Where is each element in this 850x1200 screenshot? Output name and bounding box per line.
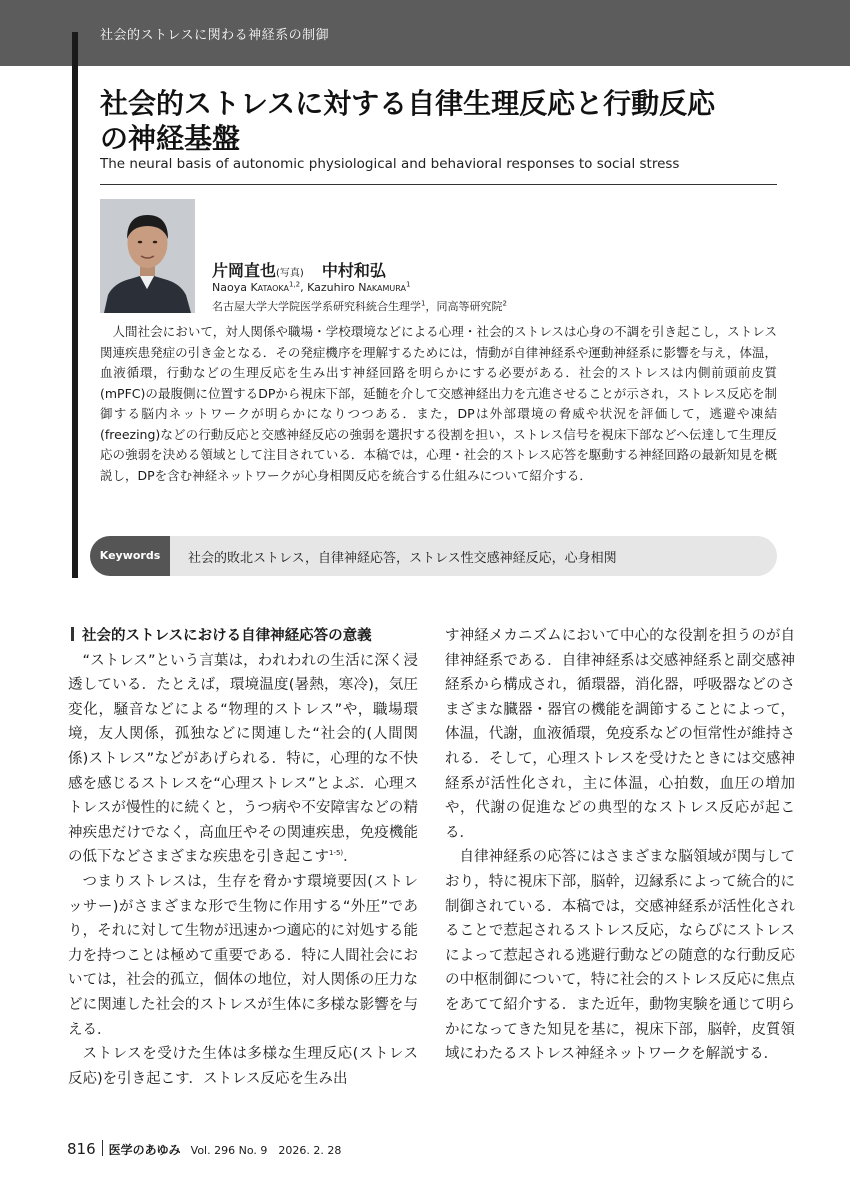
author-1-name: 片岡直也 [212,261,277,280]
body-column-left [68,624,418,1091]
volume-info: Vol. 296 No. 9 2026. 2. 28 [190,1144,342,1157]
page-footer [67,1140,341,1158]
affiliation [212,298,507,314]
author-2-affil-mark: 1 [405,280,411,289]
abstract: 人間社会において，対人関係や職場・学校環境などによる心理・社会的ストレスは心身の不調を引き起こし，ストレス関連疾患発症の引き金となる．その発症機序を理解するためには，情動が自律神経系や運動神経系に影響を与え，体温，血液循環，行動などの生理反応を生み出す神経回路を明らかにする必要がある．社会的ストレスは内側前頭前皮質(mPFC)の最腹側に位置するDPから視床下部，延髄を介して交感神経出力を亢進させることが示され，ストレス反応を制御する脳内ネットワークが明らかになりつつある．また，DPは外部環境の脅威や状況を評価して，逃避や凍結(freezing)などの行動反応と交感神経反応の強弱を選択する役割を担い，ストレス信号を視床下部などへ伝達して生理反応の強弱を決める領域として注目されている．本稿では，心理・社会的ストレス応答を駆動する神経回路の最新知見を概説し，DPを含む神経ネットワークが心身相関反応を統合する仕組みについて紹介する． [100,324,777,483]
keywords-text: 社会的敗北ストレス，自律神経応答，ストレス性交感神経反応，心身相関 [188,551,617,566]
keywords-box [90,536,777,576]
photo-note: (写真) [276,268,304,279]
accent-bar [72,32,78,578]
title-rule [100,184,777,185]
title-line-2: の神経基盤 [100,122,241,155]
author-names-romaji [212,281,410,294]
article-title [100,86,800,156]
series-header-band [0,0,850,66]
author-1-family-name: Kataoka [250,281,289,294]
author-portrait-icon [100,199,195,313]
citation-ref: 1-5) [329,849,344,858]
author-1-affil-mark: 1,2 [289,280,301,289]
body-paragraph-3: ストレスを受けた生体は多様な生理反応(ストレス反応)を引き起こす．ストレス反応を生み出 [68,1046,418,1087]
body-paragraph-1-text: “ストレス”という言葉は，われわれの生活に深く浸透している．たとえば，環境温度(暑熱，寒冷)，気圧変化，騒音などによる“物理的ストレス”や，職場環境，友人関係，孤独などに関連した“社会的(人間関係)ストレス”などがあげられる．特に，心理的な不快感を感じるストレスを“心理ストレス”とよぶ．心理ストレスが慢性的に続くと，うつ病や不安障害などの精神疾患だけでなく，高血圧やその関連疾患，免疫機能の低下などさまざまな疾患を引き起こす [68,652,418,866]
section-heading [68,624,418,649]
body-paragraph-4: す神経メカニズムにおいて中心的な役割を担うのが自律神経系である．自律神経系は交感神経系と副交感神経系から構成され，循環器，消化器，呼吸器などのさまざまな臓器・器官の機能を調節することによって，体温，代謝，血液循環，免疫系などの恒常性が維持される．そして，心理ストレスを受けたときには交感神経系が活性化され，主に体温，心拍数，血圧の増加や，代謝の促進などの典型的なストレス反応が起こる． [445,628,795,841]
affiliation-1-mark: 1 [421,299,426,308]
journal-name: 医学のあゆみ [108,1143,181,1157]
body-paragraph-1 [68,649,418,870]
section-heading-text: 社会的ストレスにおける自律神経応答の意義 [82,628,372,644]
section-heading-marker [71,627,74,641]
keywords-label: Keywords [90,536,170,576]
author-2-family-name: Nakamura [358,281,406,294]
affiliation-2-mark: 2 [502,299,507,308]
affiliation-2: ，同高等研究院 [425,300,503,313]
body-paragraph-1-end: ． [343,849,358,866]
author-1-given-name: Naoya [212,281,251,294]
footer-divider [102,1140,103,1156]
page-number: 816 [67,1140,96,1158]
body-column-right [445,624,795,1067]
series-title: 社会的ストレスに関わる神経系の制御 [100,28,330,43]
body-paragraph-5: 自律神経系の応答にはさまざまな脳領域が関与しており，特に視床下部，脳幹，辺縁系によって統合的に制御されている．本稿では，交感神経系が活性化されることで惹起されるストレス反応，ならびにストレスによって惹起される逃避行動などの随意的な行動反応の中枢制御について，特に社会的ストレス反応に焦点をあてて紹介する．また近年，動物実験を通じて明らかになってきた知見を基に，視床下部，脳幹，皮質領域にわたるストレス神経ネットワークを解説する． [445,849,795,1063]
author-names-jp [212,258,386,281]
author-photo [100,199,195,313]
author-separator: , [300,281,308,294]
body-paragraph-2: つまりストレスは，生存を脅かす環境要因(ストレッサー)がさまざまな形で生物に作用する“外圧”であり，それに対して生物が迅速かつ適応的に対処する能力を持つことは極めて重要である．特に人間社会においては，社会的孤立，個体の地位，対人関係の圧力などに関連した社会的ストレスが生体に多様な影響を与える． [68,873,418,1038]
affiliation-1: 名古屋大学大学院医学系研究科統合生理学 [212,300,421,313]
author-2-given-name: Kazuhiro [307,281,359,294]
article-subtitle-en: The neural basis of autonomic physiological and behavioral responses to social stress [100,156,680,172]
title-line-1: 社会的ストレスに対する自律生理反応と行動反応 [100,87,716,120]
author-2-name: 中村和弘 [321,261,386,280]
